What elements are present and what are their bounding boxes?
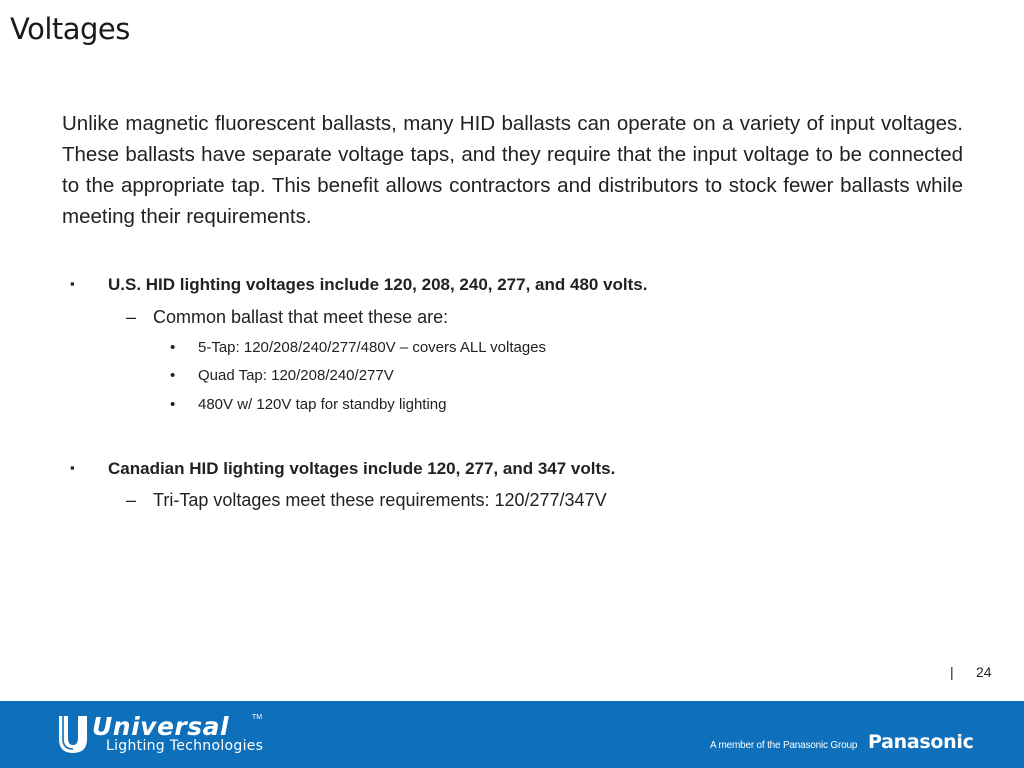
list-item-text: Quad Tap: 120/208/240/277V (198, 367, 394, 384)
dash-bullet-icon: – (126, 490, 137, 510)
bullet-canadian-voltages (70, 459, 615, 479)
dash-bullet-icon: – (126, 307, 137, 327)
dot-bullet-icon: • (170, 396, 176, 413)
intro-paragraph: Unlike magnetic fluorescent ballasts, many HID ballasts can operate on a variety of input voltages. These ballasts have separate voltage taps, and they require that the input voltage to be connected to the appropriate tap. This benefit allows contractors and distributors to stock fewer ballasts while meeting their requirements. (62, 112, 963, 228)
bullet-text: Canadian HID lighting voltages include 120, 277, and 347 volts. (108, 459, 616, 478)
square-bullet-icon: ▪ (70, 276, 75, 291)
list-item-text: 480V w/ 120V tap for standby lighting (198, 396, 447, 413)
footer-bar (0, 701, 1024, 768)
sub-bullet-common-ballast (126, 307, 448, 328)
page-title: Voltages (10, 12, 130, 46)
member-text: A member of the Panasonic Group (710, 740, 858, 751)
logo-trademark: TM (252, 714, 263, 721)
list-item (170, 396, 447, 413)
logo-name: Universal (92, 712, 230, 741)
page-separator: | (950, 664, 954, 680)
universal-logo (56, 712, 276, 756)
page-number: 24 (976, 664, 992, 680)
list-item (170, 367, 394, 384)
dot-bullet-icon: • (170, 339, 176, 356)
page-number-area (950, 664, 992, 680)
logo-subtitle: Lighting Technologies (106, 738, 264, 754)
square-bullet-icon: ▪ (70, 460, 75, 475)
sub-bullet-tri-tap (126, 490, 607, 511)
bullet-us-voltages (70, 275, 647, 295)
dot-bullet-icon: • (170, 367, 176, 384)
sub-bullet-text: Tri-Tap voltages meet these requirements: 120/277/347V (153, 490, 607, 510)
bullet-text: U.S. HID lighting voltages include 120, 208, 240, 277, and 480 volts. (108, 275, 648, 294)
list-item (170, 339, 546, 356)
list-item-text: 5-Tap: 120/208/240/277/480V – covers ALL voltages (198, 339, 547, 356)
sub-bullet-text: Common ballast that meet these are: (153, 307, 449, 327)
panasonic-logo: Panasonic (868, 731, 974, 753)
u-logo-icon (56, 712, 90, 756)
